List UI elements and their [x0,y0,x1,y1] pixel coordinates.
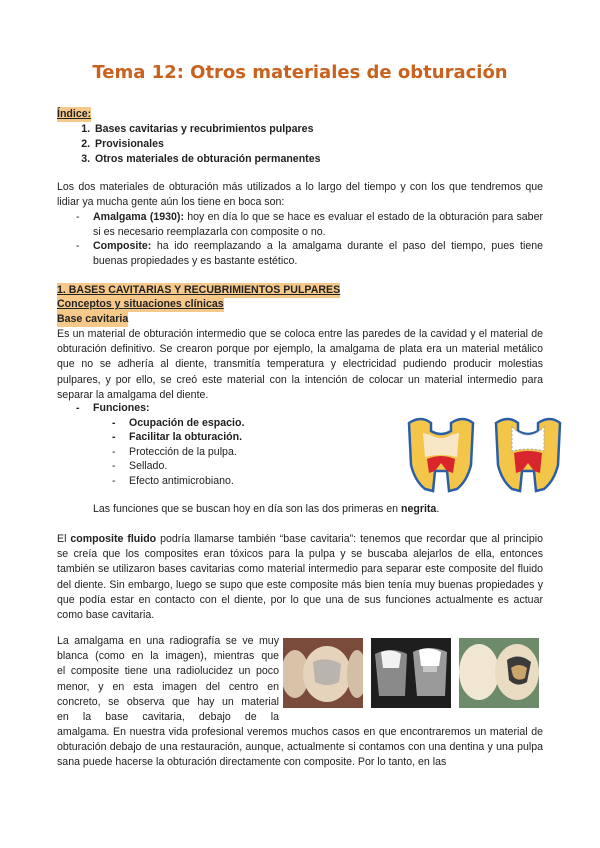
function-item: - Protección de la pulpa. [129,445,237,460]
section-heading: 1. BASES CAVITARIAS Y RECUBRIMIENTOS PULPARES [57,283,340,298]
fluid-text: podría llamarse también “base cavitaria”: tenemos que recordar que al principio se creía que los composites eran tóxicos para la pulpa y se buscaba alejarlos de ella, entonces también se utilizaron bases cavitarias como material intermedio para separar este composite del fluido del diente. Sin embargo, luego se supo que este composite más bien tenía muy buenas propiedades y que podía estar en contacto con el diente, por lo que una de sus funciones actualmente es actuar como base cavitaria. [57,533,543,622]
restoration-photo [459,638,539,708]
bullet-term: Composite: [93,240,152,252]
tooth-base-diagram-right [488,413,568,493]
bullet-text: hoy en día lo que se hace es evaluar el estado de la obturación para saber si es necesario reemplazarla con composite o no. [93,211,543,239]
function-item: - Facilitar la obturación. [129,430,242,445]
function-item: - Sellado. [129,459,167,474]
index-heading: Índice: [57,107,91,122]
functions-label: - Funciones: [93,401,150,416]
page-title: Tema 12: Otros materiales de obturación [92,62,508,83]
bullet-text: ha ido reemplazando a la amalgama durante el paso del tiempo, pues tiene buenas propiedades y es bastante estético. [93,240,543,268]
index-list [57,122,320,167]
amalgam-photo [283,638,363,708]
xray-photo [371,638,451,708]
xray-line: La amalgama en una radiografía se ve muy [57,635,279,647]
tooth-base-diagram-left [401,413,481,493]
base-cavitaria-paragraph: Es un material de obturación intermedio que se coloca entre las paredes de la cavidad y el material de obturación definitivo. Se crearon porque por ejemplo, la amalgama de plata era un material metálico que no se adhería al diente, transmitía temperatura y electricidad pudiendo producir molestias pulpares, y por ello, se creó este material con la intención de colocar un material intermedio para separar la amalgama del diente. [57,328,543,401]
function-item: - Ocupación de espacio. [129,416,244,431]
functions-note [93,502,439,517]
subsection-heading: Conceptos y situaciones clínicas [57,297,224,312]
subsubsection-heading: Base cavitaria [57,312,128,327]
xray-line: blanca (como en la imagen), mientras que [57,650,279,663]
index-item: 3. Otros materiales de obturación permanentes [93,152,320,167]
bullet-composite [93,239,543,269]
note-text: Las funciones que se buscan hoy en día son las dos primeras en [93,503,401,515]
fluid-pre: El [57,533,71,545]
function-item: - Efecto antimicrobiano. [129,474,234,489]
xray-line: en la base cavitaria, debajo de la [57,711,279,724]
intro-paragraph: Los dos materiales de obturación más utilizados a lo largo del tiempo y con los que tendremos que lidiar ya mucha gente aún los tiene en boca son: [57,181,543,209]
xray-line: el composite tiene una radiolucidez un poco [57,665,279,678]
note-bold: negrita [401,503,437,515]
composite-fluido-paragraph [57,532,543,623]
xray-paragraph [57,634,279,725]
note-end: . [436,503,440,515]
xray-line: concreto, se observa que hay un material [57,695,279,708]
bullet-amalgama [93,210,543,240]
index-item: 1. Bases cavitarias y recubrimientos pulpares [93,122,320,137]
closing-paragraph: amalgama. En nuestra vida profesional veremos muchos casos en que encontraremos un material de obturación debajo de una restauración, aunque, actualmente si contamos con una dentina y una pulpa sana puede hacerse la obturación directamente con composite. Por lo tanto, en las [57,726,543,769]
index-item: 2. Provisionales [93,137,320,152]
fluid-term: composite fluido [70,533,157,545]
bullet-term: Amalgama (1930): [93,211,184,223]
xray-line: menor, y en esta imagen del centro en [57,680,279,693]
